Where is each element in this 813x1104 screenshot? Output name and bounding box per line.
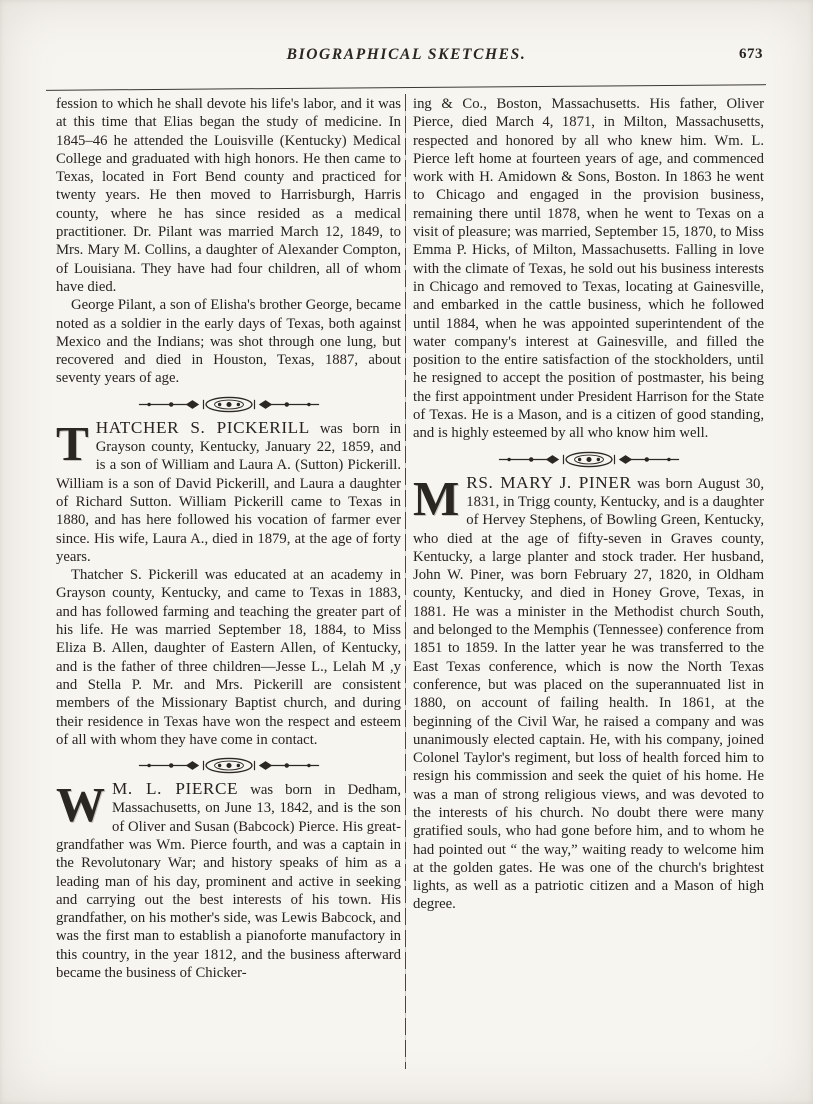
column-divider-rule xyxy=(405,94,406,1069)
section-pickerill xyxy=(56,415,401,566)
section-lead-name: M. L. PIERCE xyxy=(112,779,239,799)
page-number: 673 xyxy=(739,46,763,62)
left-column xyxy=(56,95,401,982)
drop-cap: M xyxy=(413,470,460,526)
paragraph-george-pilant: George Pilant, a son of Elisha's brother George, became noted as a soldier in the early days of Texas, both against Mexico and the Indians; was shot through one lung, but recovered and died in Houston, Texas, 1887, about seventy years of age. xyxy=(56,297,401,387)
section-lead-name: HATCHER S. PICKERILL xyxy=(95,417,310,437)
section-text: was born in Grayson county, Kentucky, January 22, 1859, and is a son of William and Laura A. (Sutton) Pickerill. William is a son of David Pickerill, and Laura a daughter of Richard Sutton. William Pickerill came to Texas in 1880, and has here followed his vocation of farmer ever since. His wife, Laura A., died in 1879, at the age of forty years. xyxy=(56,420,401,565)
header-rule xyxy=(46,84,766,91)
section-text: was born in Dedham, Massachusetts, on June 13, 1842, and is the son of Oliver and Susan (Babcock) Pierce. His great-grandfather was Wm. Pierce fourth, and was a captain in the Revolutonary War; and history speaks of him as a leading man of his day, prominent and active in seeking and carrying out the best interests of his town. His grandfather, on his mother's side, was Lewis Babcock, and was the first man to establish a pianoforte manufactory in this country, in the year 1812, and the business afterward became the business of Chicker- xyxy=(56,782,401,982)
fleuron-divider-icon xyxy=(56,757,401,774)
section-text: was born August 30, 1831, in Trigg county, Kentucky, and is a daughter of Hervey Stephens, of Bowling Green, Kentucky, who died at the age of fifty-seven in Graves county, Kentucky, a large planter and stock trader. Her husband, John W. Piner, was born February 27, 1820, in Oldham county, Kentucky, and died in Honey Grove, Texas, in 1881. He was a minister in the Methodist church South, and belonged to the Memphis (Tennessee) conference from 1851 to 1859. In the latter year he was transferred to the East Texas conference, which is now the North Texas conference, but was placed on the superannuated list in 1880, on account of failing health. In 1861, at the beginning of the Civil War, he raised a company and was unanimously elected captain. He, with his company, joined Colonel Taylor's regiment, but loss of health forced him to resign his commission and seek the quiet of his home. He was a man of strong religious views, and was devoted to the interests of his church. No doubt there were many gratified souls, who had gone before him, and to whom he had pointed out “ the way,” waiting ready to welcome him at the golden gates. He was one of the church's brightest lights, as well as a patriotic citizen and a Mason of high degree. xyxy=(413,475,764,913)
drop-cap: T xyxy=(56,415,89,471)
right-column xyxy=(413,95,764,914)
paragraph-pierce-continuation: ing & Co., Boston, Massachusetts. His father, Oliver Pierce, died March 4, 1871, in Milton, Massachusetts, respected and honored by all who knew him. Wm. L. Pierce left home at fourteen years of age, and commenced work with H. Amidown & Sons, Boston. In 1863 he went to Chicago and engaged in the provision business, remaining there until 1878, when he went to Texas on a visit of pleasure; was married, September 15, 1870, to Miss Emma P. Hicks, of Milton, Massachusetts. Falling in love with the climate of Texas, he sold out his business interests in Chicago and removed to Texas, locating at Gainesville, and embarked in the cattle business, which he followed until 1884, when he was appointed superintendent of the water company's interest at Gainesville, and filled the position to the entire satisfaction of the stockholders, until he resigned to accept the position of postmaster, his being the first appointment under President Harrison for the State of Texas. He is a Mason, and is a citizen of good standing, and is highly esteemed by all who know him well. xyxy=(413,96,764,442)
drop-cap: W xyxy=(56,777,105,833)
section-pierce xyxy=(56,777,401,982)
section-lead-name: RS. MARY J. PINER xyxy=(466,472,632,492)
paragraph-pilant-continuation: fession to which he shall devote his life's labor, and it was at this time that Elias began the study of medicine. In 1845–46 he attended the Louisville (Kentucky) Medical College and graduated with high honors. He then came to Texas, located in Fort Bend county and practiced for twenty years. He then moved to Harrisburgh, Harris county, where he has since resided as a medical practitioner. Dr. Pilant was married March 12, 1849, to Mrs. Mary M. Collins, a daughter of Alexander Compton, of Louisiana. They have had four children, all of whom have died. xyxy=(56,96,401,295)
fleuron-divider-icon xyxy=(413,451,764,468)
section-piner xyxy=(413,470,764,914)
paragraph-pickerill-2: Thatcher S. Pickerill was educated at an academy in Grayson county, Kentucky, and came to Texas in 1883, and has followed farming and teaching the greater part of his life. He was married September 18, 1884, to Miss Eliza B. Allen, daughter of Eastern Allen, of Kentucky, and is the father of three children—Jesse L., Lelah M ,y and Stella P. Mr. and Mrs. Pickerill are consistent members of the Missionary Baptist church, and during their residence in Texas have won the respect and esteem of all with whom they have come in contact. xyxy=(56,567,401,748)
page-title: BIOGRAPHICAL SKETCHES. xyxy=(286,46,527,63)
fleuron-divider-icon xyxy=(56,396,401,413)
